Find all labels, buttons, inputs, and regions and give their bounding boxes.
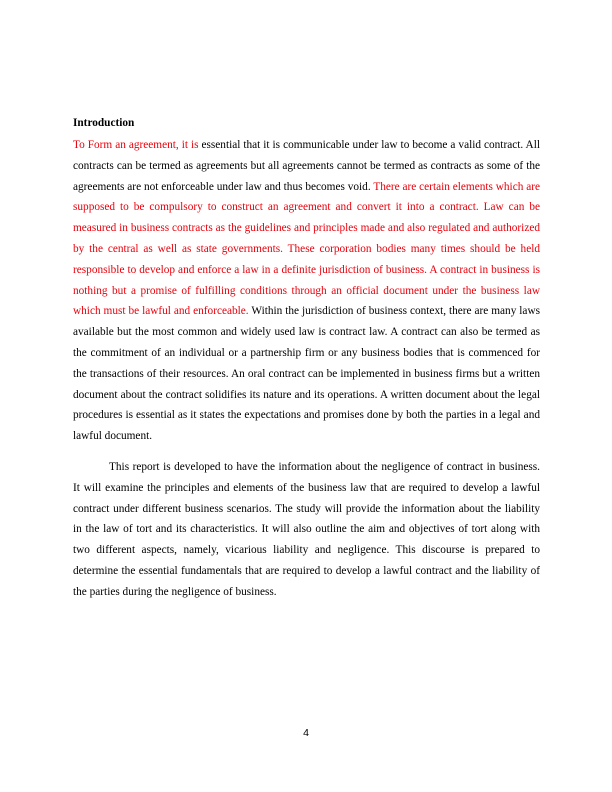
highlighted-text-2: There are certain elements which are supposed to be compulsory to construct an agreement and convert it into a contract. Law can be measured in business contracts as the guidelines and principles made and also regulated and authorized by the central as well as state governments. These corporation bodies many times should be held responsible to develop and enforce a law in a definite jurisdiction of business. A contract in business is nothing but a promise of fulfilling conditions through an official document under the business law which must be lawful and enforceable.: [73, 180, 540, 318]
page-number: 4: [303, 727, 309, 739]
section-heading: Introduction: [73, 117, 135, 129]
page-content: [73, 115, 540, 603]
intro-paragraph-2: This report is developed to have the information about the negligence of contract in business. It will examine the principles and elements of the business law that are required to develop a lawful contract under different business scenarios. The study will provide the information about the liability in the law of tort and its characteristics. It will also outline the aim and objectives of tort along with two different aspects, namely, vicarious liability and negligence. This discourse is prepared to determine the essential fundamentals that are required to develop a lawful contract and the liability of the parties during the negligence of business.: [73, 460, 540, 598]
highlighted-text-1: To Form an agreement, it is: [73, 139, 199, 151]
body-text-1: essential that it is communicable under law to become a valid contract. All contracts can be termed as agreements but all agreements cannot be termed as contracts as some of the agreements are not enforceable under law and thus becomes void.: [73, 139, 540, 193]
body-text-2: Within the jurisdiction of business context, there are many laws available but the most common and widely used law is contract law. A contract can also be termed as the commitment of an individual or a partnership firm or any business bodies that is commenced for the transactions of their resources. An oral contract can be implemented in business firms but a written document about the contract solidifies its nature and its operations. A written document about the legal procedures is essential as it states the expectations and promises done by both the parties in a legal and lawful document.: [73, 305, 540, 443]
intro-paragraph-1: [73, 135, 540, 447]
